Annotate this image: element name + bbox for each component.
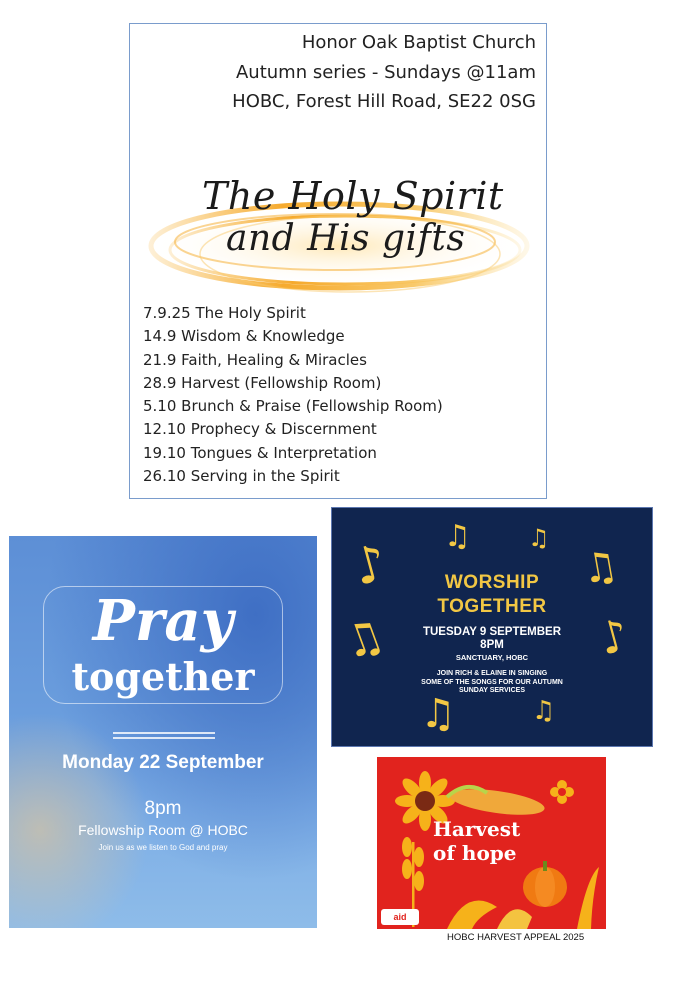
leaf-icon (447, 901, 497, 929)
worship-description (332, 670, 652, 696)
schedule-item: 28.9 Harvest (Fellowship Room) (143, 373, 382, 392)
church-name: Honor Oak Baptist Church (301, 32, 536, 53)
schedule-item: 26.10 Serving in the Spirit (143, 467, 340, 486)
worship-date-time (332, 626, 652, 652)
worship-title (332, 571, 652, 619)
worship-title-line-1: WORSHIP (444, 572, 540, 593)
harvest-title-line-2: of hope (433, 841, 517, 865)
leaf-icon (497, 909, 532, 929)
music-note-icon: ♫ (420, 691, 456, 737)
divider-line (113, 737, 215, 739)
leaf-icon (577, 867, 599, 929)
pray-note: Join us as we listen to God and pray (98, 843, 228, 852)
church-address: HOBC, Forest Hill Road, SE22 0SG (232, 91, 536, 112)
music-note-icon: ♫ (336, 608, 391, 671)
worship-together-poster (331, 507, 653, 747)
worship-time: 8PM (480, 639, 504, 651)
music-note-icon: ♪ (347, 532, 393, 598)
worship-date: TUESDAY 9 SEPTEMBER (422, 626, 562, 638)
flower-icon (550, 780, 574, 804)
worship-title-line-2: TOGETHER (437, 596, 547, 617)
pray-date: Monday 22 September (62, 752, 264, 773)
harvest-appeal-caption: HOBC HARVEST APPEAL 2025 (447, 932, 585, 943)
music-note-icon: ♫ (532, 696, 556, 726)
pumpkin-icon (523, 861, 567, 907)
music-note-icon: ♫ (444, 519, 471, 554)
together-title: together (71, 654, 255, 699)
schedule-item: 21.9 Faith, Healing & Miracles (143, 350, 367, 369)
worship-desc-line: SUNDAY SERVICES (458, 687, 525, 694)
series-schedule-line: Autumn series - Sundays @11am (235, 62, 536, 83)
series-poster (129, 23, 547, 499)
worship-desc-line: JOIN RICH & ELAINE IN SINGING (436, 670, 548, 677)
worship-venue: SANCTUARY, HOBC (455, 653, 529, 662)
music-note-icon: ♫ (578, 542, 622, 594)
harvest-of-hope-poster (377, 757, 606, 929)
schedule-item: 12.10 Prophecy & Discernment (143, 420, 377, 439)
harvest-title (433, 817, 520, 865)
schedule-item: 7.9.25 The Holy Spirit (143, 304, 306, 322)
corn-icon (447, 784, 546, 819)
music-note-icon: ♪ (593, 609, 635, 666)
harvest-title-line-1: Harvest (433, 817, 521, 841)
pray-venue: Fellowship Room @ HOBC (78, 822, 248, 838)
charity-logo (381, 909, 419, 925)
schedule-item: 19.10 Tongues & Interpretation (143, 443, 377, 462)
pray-time: 8pm (144, 798, 182, 819)
schedule-item: 14.9 Wisdom & Knowledge (143, 327, 345, 346)
music-note-icon: ♫ (528, 524, 550, 552)
pray-together-poster (9, 536, 317, 928)
worship-desc-line: SOME OF THE SONGS FOR OUR AUTUMN (421, 678, 563, 686)
pray-title: Pray (92, 588, 234, 654)
series-title-line-2: and His gifts (226, 218, 466, 259)
divider-line (113, 732, 215, 734)
schedule-item: 5.10 Brunch & Praise (Fellowship Room) (143, 397, 443, 416)
charity-logo-text: aid (393, 912, 407, 922)
series-title-line-1: The Holy Spirit (202, 174, 504, 218)
schedule-list (143, 302, 443, 488)
